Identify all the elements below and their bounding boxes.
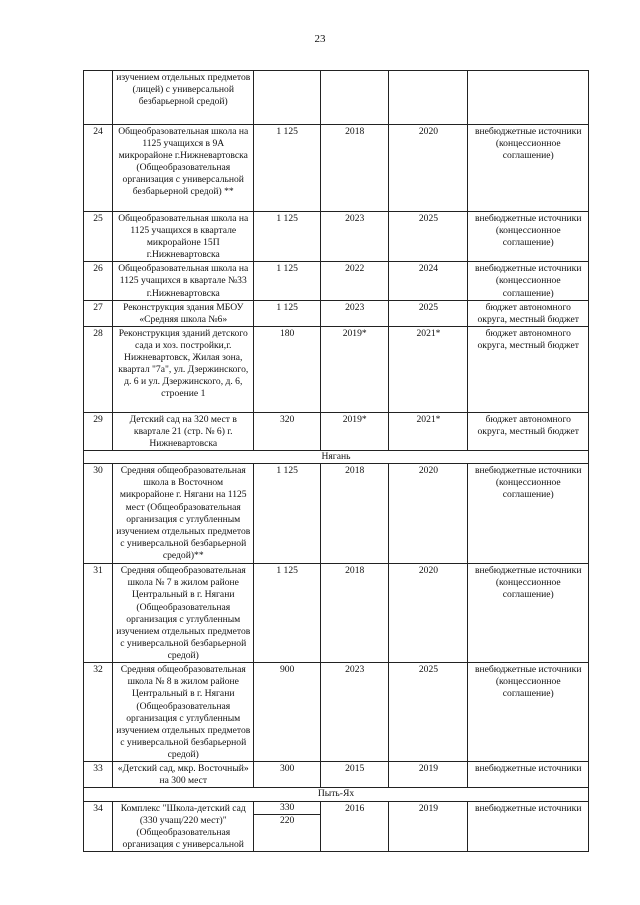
- funding-source: внебюджетные источники (концессионное соглашение): [468, 125, 589, 212]
- funding-source: бюджет автономного округа, местный бюджет: [468, 412, 589, 450]
- table-row: [84, 412, 589, 450]
- table-row: [84, 326, 589, 412]
- capacity: 900: [254, 663, 321, 762]
- funding-source: внебюджетные источники: [468, 801, 589, 851]
- start-year: 2018: [320, 564, 389, 663]
- end-year: 2020: [389, 464, 468, 564]
- start-year: 2019*: [320, 412, 389, 450]
- section-title-pyt-yakh: Пыть-Ях: [84, 788, 589, 801]
- end-year: [389, 71, 468, 125]
- end-year: 2019: [389, 801, 468, 851]
- table-body-nyagan-header: [84, 451, 589, 464]
- start-year: 2022: [320, 262, 389, 300]
- row-number: 34: [84, 801, 113, 851]
- row-number: 29: [84, 412, 113, 450]
- facility-name: Реконструкция зданий детского сада и хоз. постройки,г. Нижневартовск, Жилая зона, квартал "7а", ул. Дзержинского, д. 6 и ул. Дзержинского, д. 6, строение 1: [113, 326, 254, 412]
- capacity: 1 125: [254, 125, 321, 212]
- start-year: 2018: [320, 464, 389, 564]
- end-year: 2025: [389, 300, 468, 326]
- facility-name: изучением отдельных предметов (лицей) с универсальной безбарьерной средой): [113, 71, 254, 125]
- capacity: 1 125: [254, 212, 321, 262]
- table-row: [84, 71, 589, 125]
- page-number: 23: [314, 33, 326, 45]
- start-year: 2023: [320, 663, 389, 762]
- facility-name: Детский сад на 320 мест в квартале 21 (стр. № 6) г. Нижневартовска: [113, 412, 254, 450]
- facility-name: Средняя общеобразовательная школа № 7 в жилом районе Центральный в г. Нягани (Общеобразовательная организация с углубленным изучением отдельных предметов с универсальной безбарьерной средой): [113, 564, 254, 663]
- capacity: 1 125: [254, 464, 321, 564]
- row-number: 31: [84, 564, 113, 663]
- table-body-pyt-yakh: [84, 788, 589, 851]
- row-number: 27: [84, 300, 113, 326]
- capacity: 300: [254, 762, 321, 788]
- funding-source: внебюджетные источники: [468, 762, 589, 788]
- end-year: 2020: [389, 125, 468, 212]
- end-year: 2025: [389, 212, 468, 262]
- facility-name: «Детский сад, мкр. Восточный» на 300 мест: [113, 762, 254, 788]
- end-year: 2019: [389, 762, 468, 788]
- start-year: 2016: [320, 801, 389, 851]
- row-number: [84, 71, 113, 125]
- capacity: 1 125: [254, 564, 321, 663]
- capacity: 180: [254, 326, 321, 412]
- facilities-table: [83, 70, 589, 852]
- start-year: 2015: [320, 762, 389, 788]
- funding-source: [468, 71, 589, 125]
- end-year: 2024: [389, 262, 468, 300]
- end-year: 2021*: [389, 412, 468, 450]
- table-row: [84, 564, 589, 663]
- facility-name: Общеобразовательная школа на 1125 учащихся в квартале №33 г.Нижневартовска: [113, 262, 254, 300]
- funding-source: внебюджетные источники (концессионное соглашение): [468, 464, 589, 564]
- table-row: [84, 212, 589, 262]
- funding-source: внебюджетные источники (концессионное соглашение): [468, 663, 589, 762]
- facility-name: Общеобразовательная школа на 1125 учащихся в 9А микрорайоне г.Нижневартовска (Общеобразовательная организация с универсальной безбарьерной средой) **: [113, 125, 254, 212]
- end-year: 2020: [389, 564, 468, 663]
- table-row: [84, 801, 589, 851]
- funding-source: внебюджетные источники (концессионное соглашение): [468, 564, 589, 663]
- start-year: 2019*: [320, 326, 389, 412]
- table-body-nizhnevartovsk: [84, 71, 589, 451]
- start-year: [320, 71, 389, 125]
- capacity-cell: [254, 801, 321, 851]
- funding-source: бюджет автономного округа, местный бюджет: [468, 326, 589, 412]
- facility-name: Средняя общеобразовательная школа в Восточном микрорайоне г. Нягани на 1125 мест (Общеобразовательная организация с углубленным изучением отдельных предметов с универсальной безбарьерной средой)**: [113, 464, 254, 564]
- capacity: 320: [254, 412, 321, 450]
- section-row: [84, 788, 589, 801]
- row-number: 26: [84, 262, 113, 300]
- capacity: 1 125: [254, 262, 321, 300]
- capacity-kindergarten: 220: [254, 814, 320, 827]
- table-row: [84, 300, 589, 326]
- funding-source: внебюджетные источники (концессионное соглашение): [468, 212, 589, 262]
- facility-name: Средняя общеобразовательная школа № 8 в жилом районе Центральный в г. Нягани (Общеобразовательная организация с углубленным изучением отдельных предметов с универсальной безбарьерной средой): [113, 663, 254, 762]
- row-number: 24: [84, 125, 113, 212]
- section-row: [84, 451, 589, 464]
- table-row: [84, 663, 589, 762]
- facility-name: Реконструкция здания МБОУ «Средняя школа №6»: [113, 300, 254, 326]
- funding-source: бюджет автономного округа, местный бюджет: [468, 300, 589, 326]
- end-year: 2021*: [389, 326, 468, 412]
- row-number: 28: [84, 326, 113, 412]
- row-number: 30: [84, 464, 113, 564]
- facility-name: Общеобразовательная школа на 1125 учащихся в квартале микрорайоне 15П г.Нижневартовска: [113, 212, 254, 262]
- end-year: 2025: [389, 663, 468, 762]
- facility-name: Комплекс "Школа-детский сад (330 учащ/220 мест)" (Общеобразовательная организация с универсальной: [113, 801, 254, 851]
- capacity: [254, 71, 321, 125]
- funding-source: внебюджетные источники (концессионное соглашение): [468, 262, 589, 300]
- row-number: 32: [84, 663, 113, 762]
- row-number: 25: [84, 212, 113, 262]
- table-row: [84, 762, 589, 788]
- row-number: 33: [84, 762, 113, 788]
- capacity: 1 125: [254, 300, 321, 326]
- start-year: 2023: [320, 212, 389, 262]
- start-year: 2023: [320, 300, 389, 326]
- table-row: [84, 464, 589, 564]
- start-year: 2018: [320, 125, 389, 212]
- table-row: [84, 262, 589, 300]
- capacity-school: 330: [279, 801, 295, 813]
- table-body-nyagan: [84, 464, 589, 788]
- table-row: [84, 125, 589, 212]
- section-title-nyagan: Нягань: [84, 451, 589, 464]
